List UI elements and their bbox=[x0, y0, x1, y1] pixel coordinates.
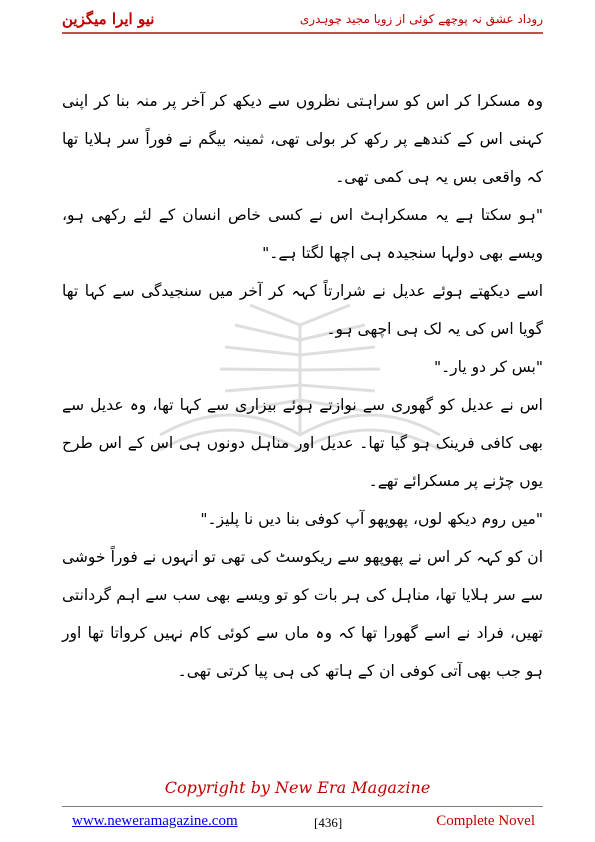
story-title: روداد عشق نہ پوچھے کوئی از زویا مجید چوہدری bbox=[299, 12, 543, 26]
page-number: [436] bbox=[314, 815, 343, 830]
website-link[interactable]: www.neweramagazine.com bbox=[72, 813, 238, 829]
copyright-notice: Copyright by New Era Magazine bbox=[164, 778, 431, 797]
paragraph-5: اس نے عدیل کو گھوری سے نوازتے ہوئے بیزاری سے کہا تھا، وہ عدیل سے بھی کافی فرینک ہو گیا تھا۔ عدیل اور مناہل دونوں ہی اس کے اس طرح یوں چڑنے پر مسکرائے تھے۔ bbox=[62, 396, 543, 490]
page-footer bbox=[62, 806, 543, 833]
magazine-name: نیو ایرا میگزین bbox=[62, 10, 155, 28]
article-body bbox=[62, 82, 543, 690]
paragraph-2: "ہو سکتا ہے یہ مسکراہٹ اس نے کسی خاص انسان کے لئے رکھی ہو، ویسے بھی دولہا سنجیدہ ہی اچھا لگتا ہے۔" bbox=[62, 206, 543, 262]
paragraph-6: "میں روم دیکھ لوں، پھوپھو آپ کوفی بنا دیں نا پلیز۔" bbox=[200, 510, 543, 528]
paragraph-4: "بس کر دو یار۔" bbox=[433, 358, 543, 376]
paragraph-3: اسے دیکھتے ہوئے عدیل نے شرارتاً کہہ کر آخر میں سنجیدگی سے کہا تھا گویا اس کی یہ لک ہی اچھی ہو۔ bbox=[62, 282, 543, 338]
page-header bbox=[62, 10, 543, 34]
novel-label: Complete Novel bbox=[436, 813, 535, 829]
paragraph-7: ان کو کہہ کر اس نے پھوپھو سے ریکوسٹ کی تھی تو انہوں نے فوراً خوشی سے سر ہلایا تھا، مناہل کی ہر بات کو تو ویسے بھی سب سے اہم گردانتی تھیں، فراد نے اسے گھورا تھا کہ وہ ماں سے کوئی کام نہیں کرواتا تھا اور ہو جب بھی آتی کوفی ان کے ہاتھ کی ہی پیا کرتی تھی۔ bbox=[62, 548, 543, 680]
paragraph-1: وہ مسکرا کر اس کو سراہتی نظروں سے دیکھ کر آخر پر منہ بنا کر اپنی کہنی اس کے کندھے پر رکھ کر بولی تھی، ثمینہ بیگم نے فوراً سر ہلایا تھا کہ واقعی بس یہ ہی کمی تھی۔ bbox=[62, 92, 543, 186]
